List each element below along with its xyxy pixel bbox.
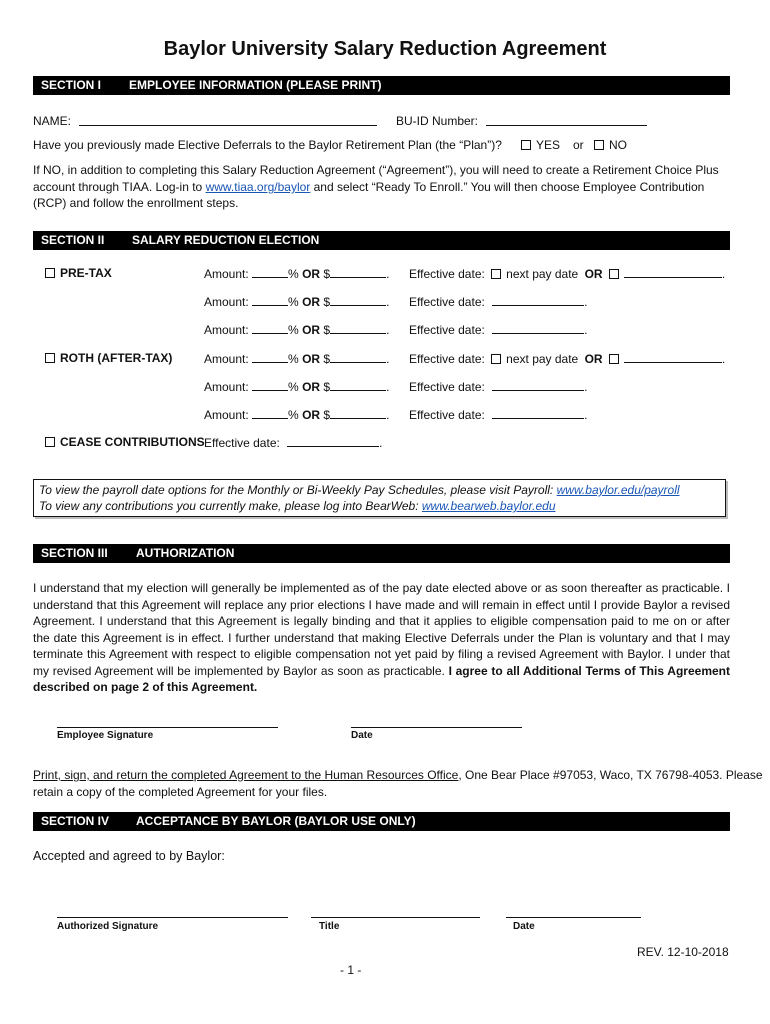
percent-field[interactable] <box>252 379 288 391</box>
amount-label: Amount: <box>204 267 249 281</box>
roth-checkbox[interactable] <box>45 353 55 363</box>
roth-effective-2 <box>409 379 588 394</box>
section-2-title: SALARY REDUCTION ELECTION <box>132 233 320 247</box>
roth-amount-1 <box>204 351 389 366</box>
or-label: OR <box>302 295 321 309</box>
effective-label: Effective date: <box>409 380 485 394</box>
name-label: NAME: <box>33 114 72 128</box>
percent-sign: % <box>288 267 299 281</box>
bearweb-link[interactable]: www.bearweb.baylor.edu <box>421 499 556 513</box>
baylor-date-line[interactable] <box>506 917 641 918</box>
if-no-line-2-post: and select “Ready To Enroll.” You will then choose Employee Contribution <box>313 180 705 194</box>
roth-effective-3 <box>409 407 588 422</box>
pretax-amount-2 <box>204 294 389 309</box>
baylor-date-label: Date <box>513 921 535 932</box>
cease-checkbox[interactable] <box>45 437 55 447</box>
section-4-number: SECTION IV <box>41 814 110 828</box>
buid-field[interactable] <box>486 114 647 126</box>
authorized-signature-line[interactable] <box>57 917 288 918</box>
employee-date-line[interactable] <box>351 727 522 728</box>
page-number: - 1 - <box>340 963 362 977</box>
pretax-label: PRE-TAX <box>60 266 112 280</box>
return-instructions-underlined: Print, sign, and return the completed Agreement to the Human Resources Office <box>33 768 459 782</box>
section-3-header <box>33 544 730 563</box>
buid-label: BU-ID Number: <box>396 114 479 128</box>
payroll-note-box <box>33 479 726 517</box>
title-label: Title <box>319 921 340 932</box>
authorization-bold-text: I agree to all Additional Terms of This Agreement described on page 2 of this Agreement. <box>33 663 730 694</box>
authorized-signature-label: Authorized Signature <box>57 921 159 932</box>
or-text: or <box>573 138 584 152</box>
no-checkbox[interactable] <box>594 140 604 150</box>
dollar-sign: $ <box>323 323 331 337</box>
amount-label: Amount: <box>204 323 249 337</box>
bearweb-note-text: To view any contributions you currently make, please log into BearWeb: <box>39 499 419 513</box>
or-label: OR <box>302 323 321 337</box>
or-label: OR <box>302 408 321 422</box>
effective-label: Effective date: <box>409 352 485 366</box>
amount-label: Amount: <box>204 352 249 366</box>
yes-option[interactable] <box>521 138 560 152</box>
roth-option[interactable] <box>45 351 172 365</box>
or-label: OR <box>302 267 321 281</box>
roth-amount-3 <box>204 407 389 422</box>
employee-signature-label: Employee Signature <box>57 730 154 741</box>
page-title: Baylor University Salary Reduction Agreement <box>163 38 607 60</box>
dollar-sign: $ <box>323 380 331 394</box>
section-2-number: SECTION II <box>41 233 105 247</box>
percent-field[interactable] <box>252 294 288 306</box>
section-4-header <box>33 812 730 831</box>
period: . <box>584 408 588 422</box>
period: . <box>721 352 726 366</box>
pretax-effective-1 <box>409 266 725 281</box>
effective-label: Effective date: <box>409 295 485 309</box>
effective-date-field[interactable] <box>624 266 722 278</box>
effective-date-field[interactable] <box>492 322 584 334</box>
if-no-line-2-pre: account through TIAA. Log-in to <box>33 180 203 194</box>
effective-date-field[interactable] <box>492 379 584 391</box>
percent-sign: % <box>288 380 299 394</box>
section-1-number: SECTION I <box>41 78 102 92</box>
pretax-amount-1 <box>204 266 389 281</box>
dollar-sign: $ <box>323 352 331 366</box>
pretax-amount-3 <box>204 322 389 337</box>
payroll-note-text: To view the payroll date options for the Monthly or Bi-Weekly Pay Schedules, please visit Payroll: <box>39 483 554 497</box>
period: . <box>386 352 390 366</box>
next-pay-checkbox[interactable] <box>491 269 501 279</box>
percent-sign: % <box>288 352 299 366</box>
section-2-header <box>33 231 730 250</box>
roth-label: ROTH (AFTER-TAX) <box>60 351 173 365</box>
period: . <box>584 380 588 394</box>
dollar-field[interactable] <box>330 407 386 419</box>
percent-sign: % <box>288 295 299 309</box>
period: . <box>386 323 390 337</box>
dollar-field[interactable] <box>330 294 386 306</box>
or-label: OR <box>302 380 321 394</box>
effective-date-field[interactable] <box>624 351 722 363</box>
cease-option[interactable] <box>45 435 205 449</box>
cease-effective <box>204 435 383 450</box>
effective-label: Effective date: <box>409 323 485 337</box>
or-label: OR <box>584 267 603 281</box>
return-instructions-line-2: retain a copy of the completed Agreement for your files. <box>33 785 328 799</box>
date-checkbox[interactable] <box>609 269 619 279</box>
payroll-note-line-1 <box>39 483 680 497</box>
if-no-line-1: If NO, in addition to completing this Salary Reduction Agreement (“Agreement”), you will need to create a Retirement Choice Plus <box>33 163 719 177</box>
payroll-note-line-2 <box>39 499 556 513</box>
dollar-sign: $ <box>323 295 331 309</box>
or-label: OR <box>302 352 321 366</box>
title-line[interactable] <box>311 917 480 918</box>
dollar-field[interactable] <box>330 266 386 278</box>
authorization-text: I understand that my election will generally be implemented as of the pay date elected above or as soon thereafter as practicable. I understand that this Agreement will replace any prior elections I have made and will remain in effect until I provide Baylor a revised Agreement. I understand that this Agreement is legally binding and that it applies to eligible compensation paid to me on or after the date this Agreement is in effect. I further understand that making Elective Deferrals under the Plan is voluntary and that I may terminate this Agreement with respect to eligible compensation not yet paid by filing a revised Agreement with Baylor. I under that my revised Agreement will be implemented by Baylor as soon as practicable. <box>33 581 730 678</box>
dollar-sign: $ <box>323 267 331 281</box>
effective-date-field[interactable] <box>287 435 379 447</box>
yes-checkbox[interactable] <box>521 140 531 150</box>
period: . <box>584 323 588 337</box>
percent-field[interactable] <box>252 351 288 363</box>
accepted-text: Accepted and agreed to by Baylor: <box>33 849 225 863</box>
section-1-title: EMPLOYEE INFORMATION (PLEASE PRINT) <box>129 78 382 92</box>
period: . <box>379 436 383 450</box>
payroll-link[interactable]: www.baylor.edu/payroll <box>556 483 680 497</box>
effective-label: Effective date: <box>409 267 485 281</box>
date-checkbox[interactable] <box>609 354 619 364</box>
if-no-line-2 <box>33 180 704 194</box>
period: . <box>584 295 588 309</box>
revision-date: REV. 12-10-2018 <box>637 945 729 959</box>
dollar-sign: $ <box>323 408 331 422</box>
employee-signature-line[interactable] <box>57 727 278 728</box>
section-1-header <box>33 76 730 95</box>
period: . <box>386 295 390 309</box>
period: . <box>386 380 390 394</box>
name-field[interactable] <box>79 114 377 126</box>
section-3-title: AUTHORIZATION <box>136 546 235 560</box>
cease-label: CEASE CONTRIBUTIONS <box>60 435 205 449</box>
return-instructions-line-1 <box>33 768 763 782</box>
pretax-effective-2 <box>409 294 588 309</box>
dollar-field[interactable] <box>330 379 386 391</box>
amount-label: Amount: <box>204 408 249 422</box>
roth-effective-1 <box>409 351 725 366</box>
yes-label: YES <box>536 138 561 152</box>
no-label: NO <box>609 138 627 152</box>
tiaa-link[interactable]: www.tiaa.org/baylor <box>205 180 311 194</box>
return-instructions-rest: , One Bear Place #97053, Waco, TX 76798-4053. Please <box>458 768 763 782</box>
prior-deferrals-question: Have you previously made Elective Deferrals to the Baylor Retirement Plan (the “Plan”)? <box>33 138 502 152</box>
percent-sign: % <box>288 323 299 337</box>
percent-field[interactable] <box>252 322 288 334</box>
effective-date-field[interactable] <box>492 407 584 419</box>
next-pay-label: next pay date <box>506 352 579 366</box>
pretax-option[interactable] <box>45 266 112 280</box>
amount-label: Amount: <box>204 295 249 309</box>
effective-date-field[interactable] <box>492 294 584 306</box>
if-no-line-3: (RCP) and follow the enrollment steps. <box>33 196 239 210</box>
next-pay-label: next pay date <box>506 267 579 281</box>
period: . <box>386 408 390 422</box>
period: . <box>386 267 390 281</box>
no-option[interactable] <box>594 138 627 152</box>
period: . <box>721 267 726 281</box>
pretax-checkbox[interactable] <box>45 268 55 278</box>
percent-field[interactable] <box>252 266 288 278</box>
next-pay-checkbox[interactable] <box>491 354 501 364</box>
amount-label: Amount: <box>204 380 249 394</box>
section-3-number: SECTION III <box>41 546 108 560</box>
pretax-effective-3 <box>409 322 588 337</box>
effective-label: Effective date: <box>204 436 280 450</box>
section-4-title: ACCEPTANCE BY BAYLOR (BAYLOR USE ONLY) <box>136 814 416 828</box>
percent-field[interactable] <box>252 407 288 419</box>
or-label: OR <box>584 352 603 366</box>
dollar-field[interactable] <box>330 351 386 363</box>
roth-amount-2 <box>204 379 389 394</box>
dollar-field[interactable] <box>330 322 386 334</box>
authorization-paragraph <box>33 580 730 696</box>
percent-sign: % <box>288 408 299 422</box>
effective-label: Effective date: <box>409 408 485 422</box>
employee-date-label: Date <box>351 730 373 741</box>
